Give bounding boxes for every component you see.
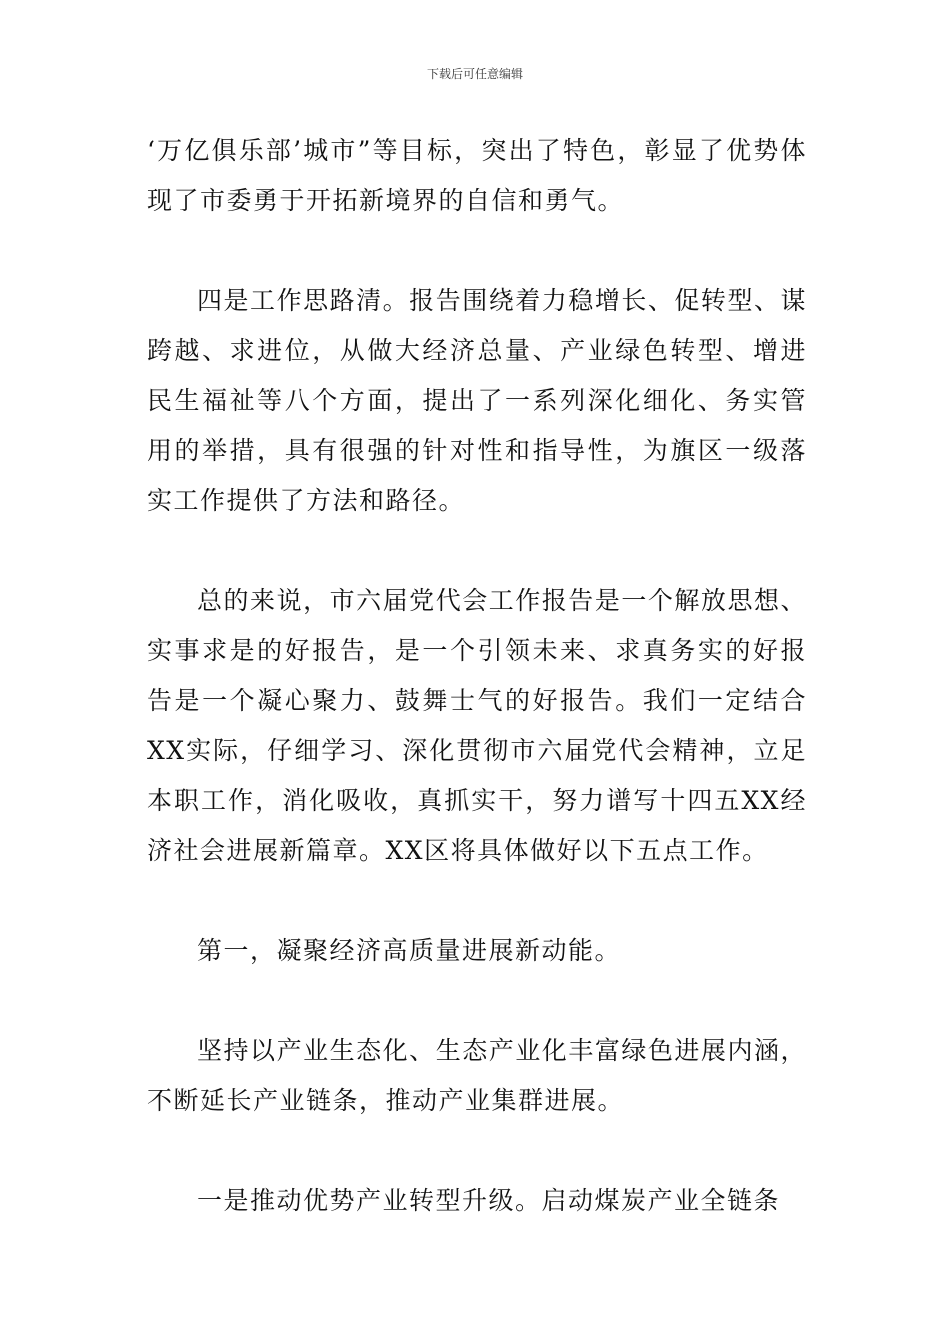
paragraph-green-development: 坚持以产业生态化、生态产业化丰富绿色进展内涵，不断延长产业链条，推动产业集群进展。 — [147, 1036, 807, 1115]
paragraph-summary: 总的来说，市六届党代会工作报告是一个解放思想、实事求是的好报告，是一个引领未来、求真务实的好报告是一个凝心聚力、鼓舞士气的好报告。我们一定结合XX实际，仔细学习、深化贯彻市六届党代会精神，立足本职工作，消化吸收，真抓实干，努力谱写十四五XX经济社会进展新篇章。XX区将具体做好以下五点工作。 — [147, 586, 807, 865]
paragraph-continuation: ‘万亿俱乐部’城市”等目标，突出了特色，彰显了优势体现了市委勇于开拓新境界的自信和勇气。 — [147, 136, 807, 215]
document-body — [147, 126, 807, 1226]
paragraph-work-approach: 四是工作思路清。报告围绕着力稳增长、促转型、谋跨越、求进位，从做大经济总量、产业绿色转型、增进民生福祉等八个方面，提出了一系列深化细化、务实管用的举措，具有很强的针对性和指导性，为旗区一级落实工作提供了方法和路径。 — [147, 286, 807, 515]
section-heading-first: 第一，凝聚经济高质量进展新动能。 — [197, 936, 622, 965]
paragraph-industry-upgrade: 一是推动优势产业转型升级。启动煤炭产业全链条 — [197, 1186, 781, 1215]
page-header-note: 下载后可任意编辑 — [426, 67, 523, 81]
